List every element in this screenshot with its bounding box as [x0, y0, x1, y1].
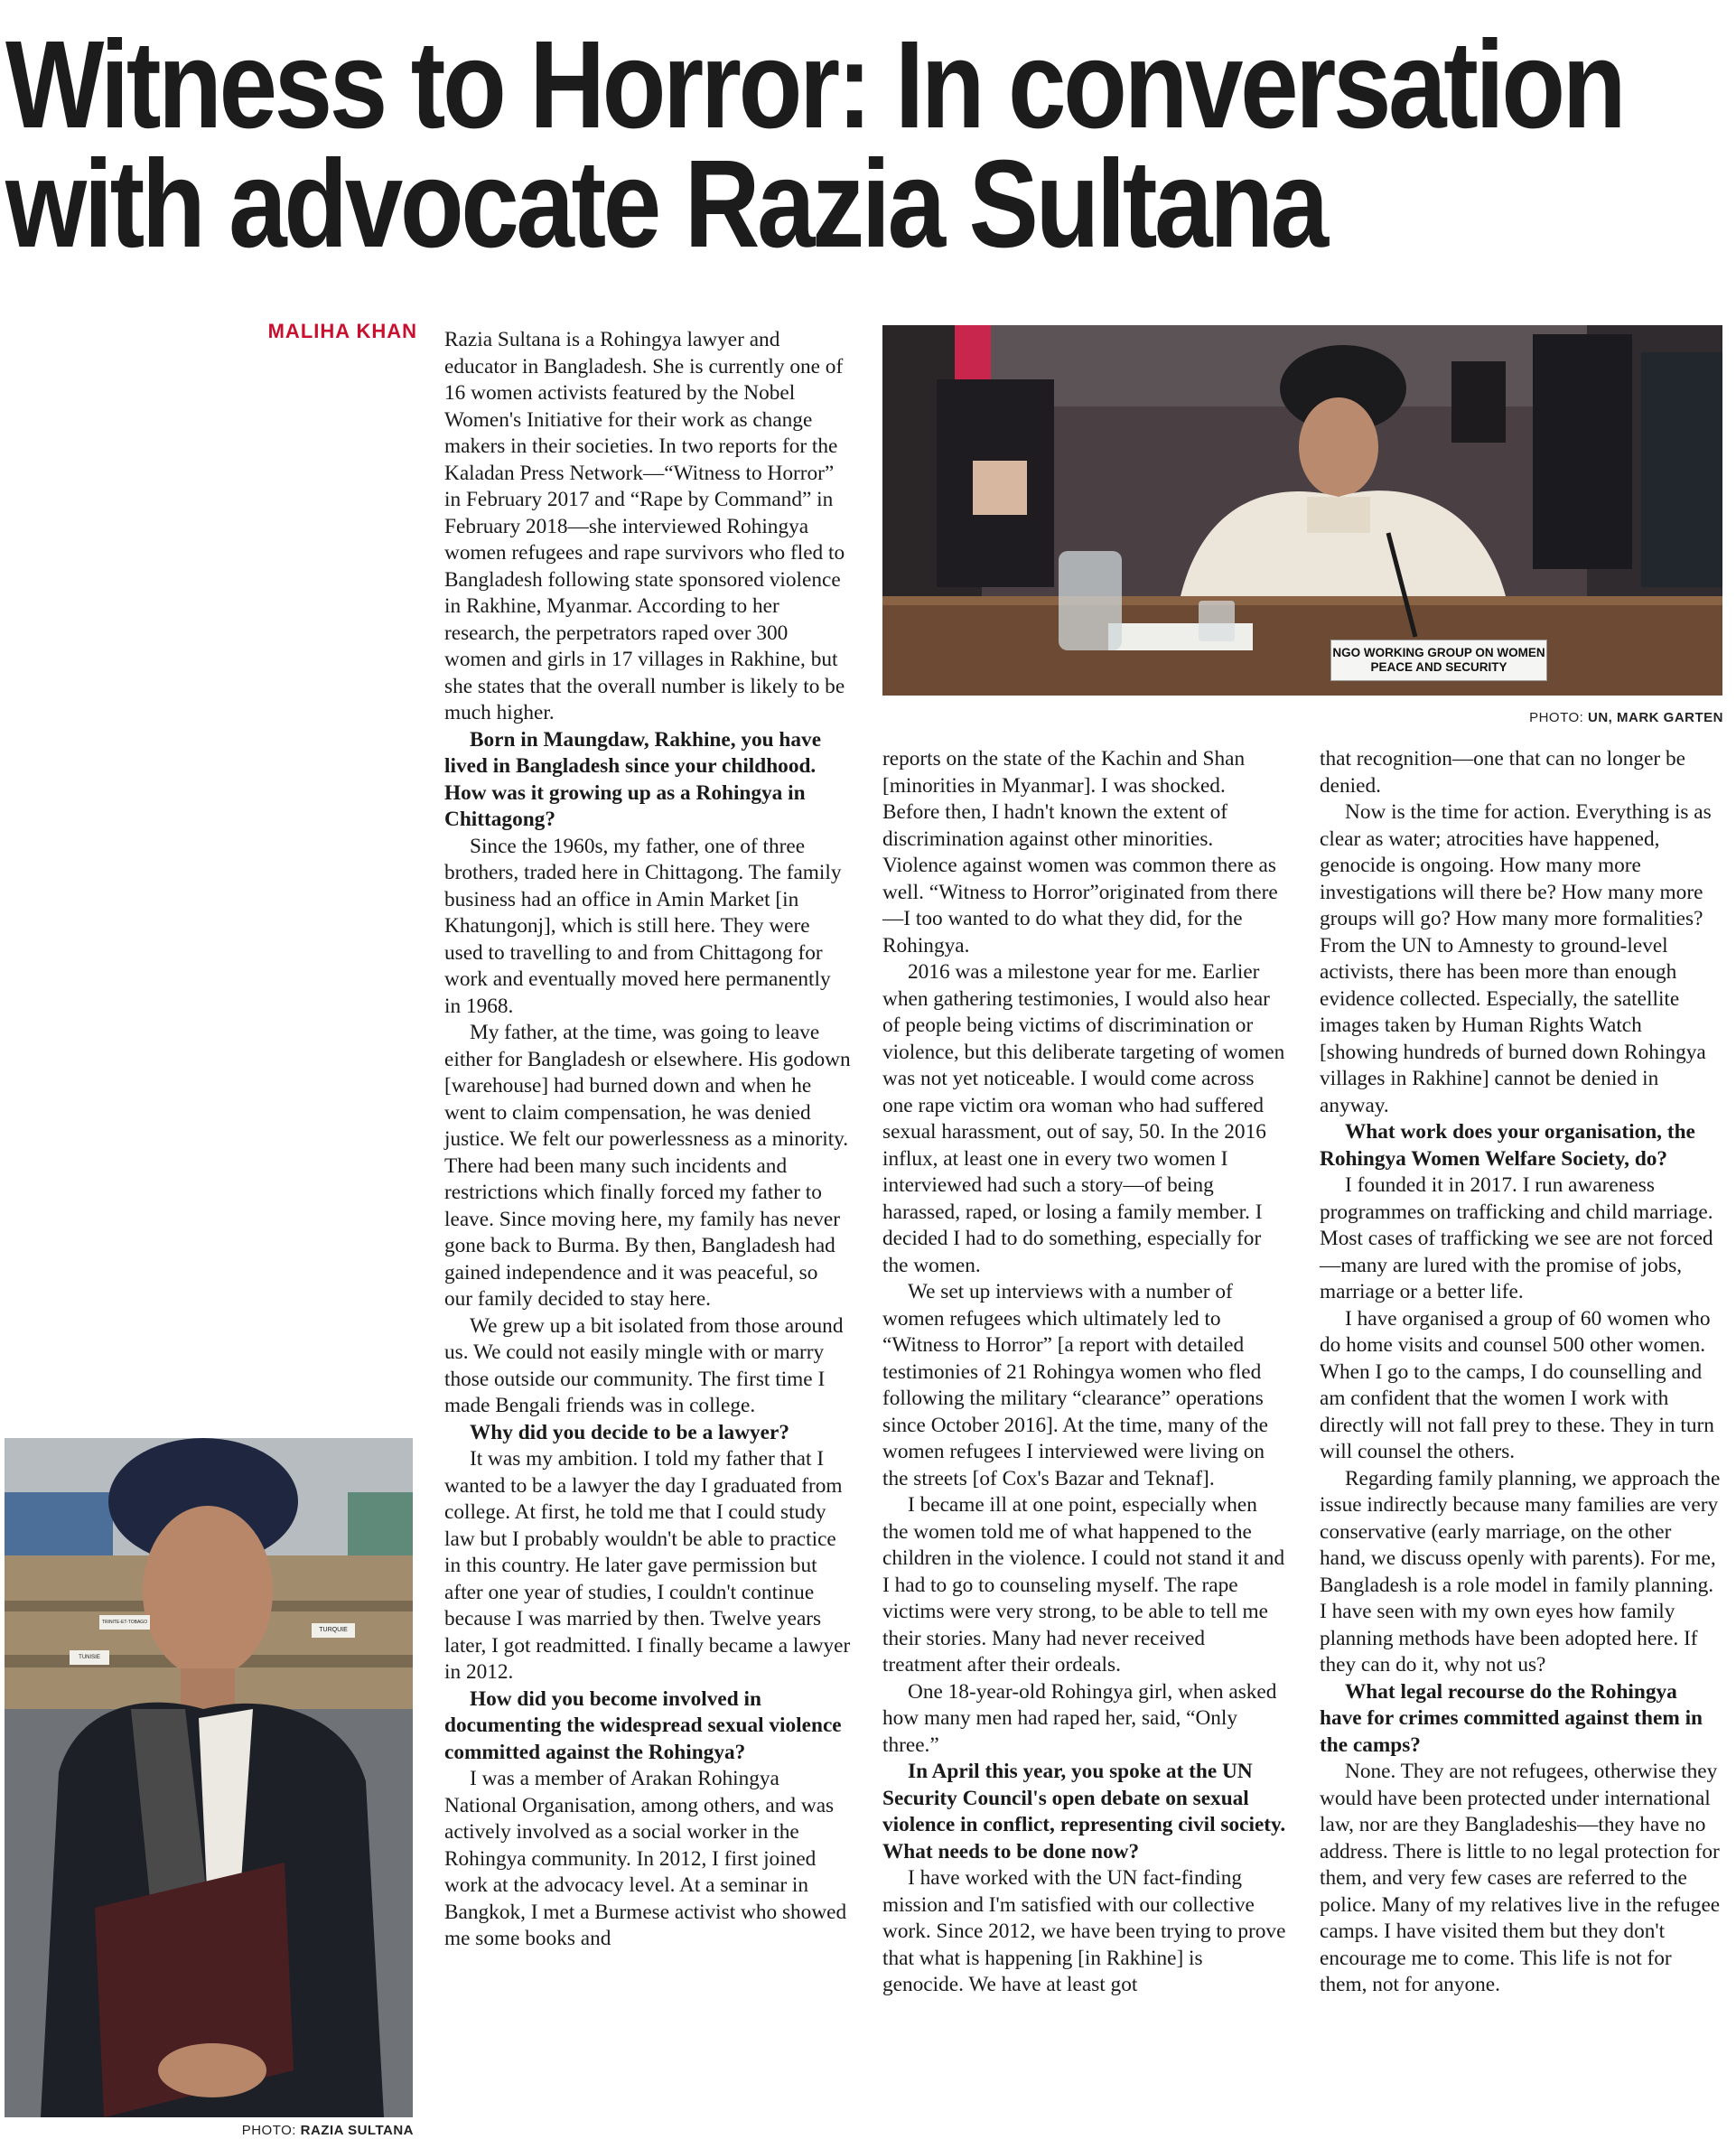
paragraph: I have worked with the UN fact-finding mission and I'm satisfied with our collective work. Since 2012, we have been trying to prove that what is happening [in Rakhine] is genocide. We have at least got	[882, 1866, 1286, 1996]
paragraph: We grew up a bit isolated from those around us. We could not easily mingle with or marry those outside our community. The first time I made Bengali friends was in college.	[444, 1313, 844, 1417]
paragraph: One 18-year-old Rohingya girl, when asked how many men had raped her, said, “Only three.”	[882, 1679, 1277, 1757]
un-photo-credit	[1409, 710, 1723, 725]
interview-question: How did you become involved in documenting the widespread sexual violence committed against the Rohingya?	[444, 1686, 842, 1764]
paragraph: I have organised a group of 60 women who do home visits and counsel 500 other women. When I go to the camps, I do counselling and am confident that the women I work with directly will not fall prey to these. They in turn will counsel the others.	[1320, 1306, 1714, 1463]
un-photo-illustration	[882, 325, 1722, 696]
paragraph: 2016 was a milestone year for me. Earlier when gathering testimonies, I would also hear of people being victims of discrimination or violence, but this deliberate targeting of women was not yet noticeable. I would come across one rape victim ora woman who had suffered sexual harassment, out of say, 50. In the 2016 influx, at least one in every two women I interviewed had such a story—of being harassed, raped, or losing a family member. I decided I had to do something, especially for the women.	[882, 960, 1285, 1277]
headline-line-1: Witness to Horror: In conversation	[5, 15, 1624, 154]
article-column-1	[444, 327, 851, 1953]
author-byline: MALIHA KHAN	[267, 320, 417, 342]
credit-prefix: PHOTO:	[1529, 710, 1584, 725]
interview-question: Born in Maungdaw, Rakhine, you have lived in Bangladesh since your childhood. How was it growing up as a Rohingya in Chittagong?	[444, 727, 822, 831]
headline-line-2: with advocate Razia Sultana	[5, 135, 1326, 274]
credit-name: UN, MARK GARTEN	[1588, 710, 1723, 725]
interview-question: Why did you decide to be a lawyer?	[470, 1420, 789, 1444]
portrait-photo-credit	[213, 2123, 414, 2138]
placard-line-1: NGO WORKING GROUP ON WOMEN	[1332, 646, 1545, 659]
desk-nameplate-tunisie: TUNISIE	[70, 1650, 109, 1665]
desk-nameplate-trinite: TRINITE-ET-TOBAGO	[99, 1615, 150, 1630]
interview-question: In April this year, you spoke at the UN Security Council's open debate on sexual violence in conflict, representing civil society. What needs to be done now?	[882, 1760, 1286, 1863]
placard-line-2: PEACE AND SECURITY	[1370, 660, 1507, 674]
interview-question: What legal recourse do the Rohingya have for crimes committed against them in the camps?	[1320, 1679, 1703, 1757]
paragraph: I founded it in 2017. I run awareness programmes on trafficking and child marriage. Most cases of trafficking we see are not forced—many are lured with the promise of jobs, marriage or a better life.	[1320, 1173, 1713, 1303]
paragraph: My father, at the time, was going to leave either for Bangladesh or elsewhere. His godown [warehouse] had burned down and when he went to claim compensation, he was denied justice. We felt our powerlessness as a minority. There had been many such incidents and restrictions which finally forced my father to leave. Since moving here, my family has never gone back to Burma. By then, Bangladesh had gained independence and it was peaceful, so our family decided to stay here.	[444, 1021, 851, 1311]
paragraph: Since the 1960s, my father, one of three brothers, traded here in Chittagong. The family business had an office in Amin Market [in Khatungonj], which is still here. They were used to travelling to and from Chittagong for work and eventually moved here permanently in 1968.	[444, 834, 842, 1018]
desk-nameplate-turquie: TURQUIE	[312, 1623, 355, 1638]
paragraph: that recognition—one that can no longer be denied.	[1320, 747, 1685, 798]
interview-question: What work does your organisation, the Rohingya Women Welfare Society, do?	[1320, 1120, 1695, 1171]
credit-prefix: PHOTO:	[241, 2123, 296, 2138]
razia-sultana-portrait	[5, 1438, 413, 2117]
article-column-2	[882, 746, 1287, 1999]
paragraph: Now is the time for action. Everything is as clear as water; atrocities have happened, genocide is ongoing. How many more investigations will there be? How many more groups will go? How many more formalities? From the UN to Amnesty to ground-level activists, there has been more than enough evidence collected. Especially, the satellite images taken by Human Rights Watch [showing hundreds of burned down Rohingya villages in Rakhine] cannot be denied in anyway.	[1320, 800, 1712, 1117]
paragraph: It was my ambition. I told my father that I wanted to be a lawyer the day I graduated from college. At first, he told me that I could study law but I probably wouldn't be able to practice in this country. He later gave permission but after one year of studies, I couldn't continue because I was married by then. Twelve years later, I got readmitted. I finally became a lawyer in 2012.	[444, 1447, 851, 1684]
article-column-3	[1320, 746, 1722, 1999]
paragraph: We set up interviews with a number of women refugees which ultimately led to “Witness to Horror” [a report with detailed testimonies of 21 Rohingya women who fled following the military “clearance” operations since October 2016]. At the time, many of the women refugees I interviewed were living on the streets [of Cox's Bazar and Teknaf].	[882, 1280, 1268, 1490]
un-security-council-photo	[882, 325, 1722, 696]
paragraph: reports on the state of the Kachin and Shan [minorities in Myanmar]. I was shocked. Before then, I hadn't known the extent of discrimination against other minorities. Violence against women was common there as well. “Witness to Horror”originated from there—I too wanted to do what they did, for the Rohingya.	[882, 747, 1278, 957]
paragraph: Razia Sultana is a Rohingya lawyer and educator in Bangladesh. She is currently one of 16 women activists featured by the Nobel Women's Initiative for their work as change makers in their societies. In two reports for the Kaladan Press Network—“Witness to Horror” in February 2017 and “Rape by Command” in February 2018—she interviewed Rohingya women refugees and rape survivors who fled to Bangladesh following state sponsored violence in Rakhine, Myanmar. According to her research, the perpetrators raped over 300 women and girls in 17 villages in Rakhine, but she states that the overall number is likely to be much higher.	[444, 328, 845, 724]
paragraph: None. They are not refugees, otherwise they would have been protected under international law, nor are they Bangladeshis—they have no address. There is little to no legal protection for them, and very few cases are referred to the police. Many of my relatives live in the refugee camps. I have visited them but they don't encourage me to come. This life is not for them, not for anyone.	[1320, 1760, 1721, 1996]
article-headline	[5, 15, 1624, 274]
paragraph: I was a member of Arakan Rohingya National Organisation, among others, and was actively involved as a social worker in the Rohingya community. In 2012, I first joined work at the advocacy level. At a seminar in Bangkok, I met a Burmese activist who showed me some books and	[444, 1767, 847, 1950]
paragraph: I became ill at one point, especially when the women told me of what happened to the children in the violence. I could not stand it and I had to go to counseling myself. The rape victims were very strong, to be able to tell me their stories. Many had never received treatment after their ordeals.	[882, 1493, 1285, 1677]
credit-name: RAZIA SULTANA	[300, 2123, 414, 2138]
portrait-photo-illustration	[5, 1438, 413, 2117]
paragraph: Regarding family planning, we approach the issue indirectly because many families are very conservative (early marriage, on the other hand, we discuss openly with parents). For me, Bangladesh is a role model in family planning. I have seen with my own eyes how family planning methods have been adopted here. If they can do it, why not us?	[1320, 1466, 1721, 1677]
ngo-name-placard	[1330, 640, 1547, 681]
